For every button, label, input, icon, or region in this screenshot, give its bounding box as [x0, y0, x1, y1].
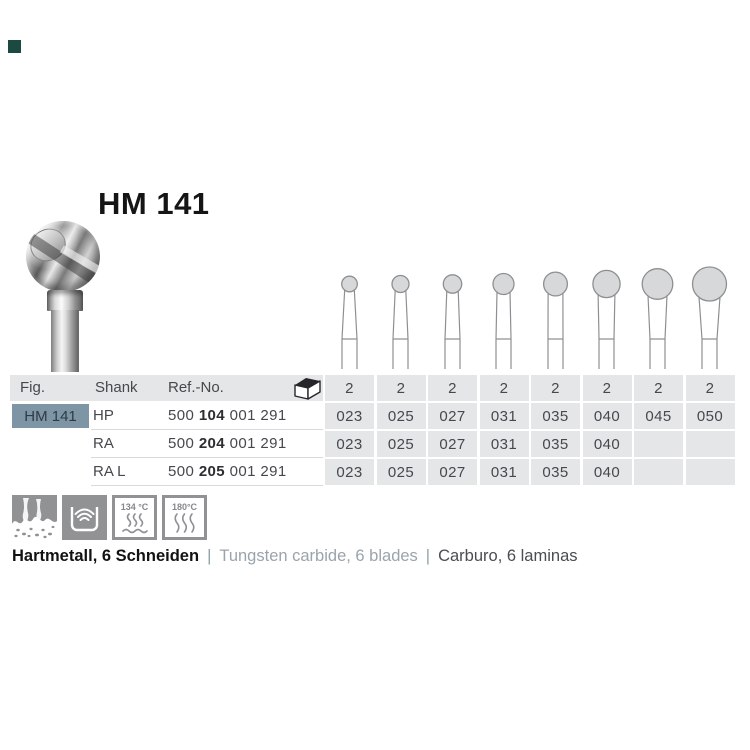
- page-color-tab: [8, 40, 21, 53]
- bur-pictogram: [478, 250, 529, 370]
- size-cell: 025: [377, 403, 426, 429]
- thermo-disinfection-icon: [62, 495, 107, 540]
- row-divider: [91, 485, 323, 486]
- product-title: HM 141: [98, 186, 210, 221]
- size-cell: 040: [583, 403, 632, 429]
- caption-english: Tungsten carbide, 6 blades: [219, 547, 418, 565]
- ref-number: 500 205 001 291: [168, 463, 287, 480]
- size-cell: [686, 431, 735, 457]
- shank-label: RA L: [93, 463, 126, 480]
- size-cell: 027: [428, 403, 477, 429]
- shank-label: RA: [93, 435, 114, 452]
- qty-cell: 2: [583, 375, 632, 401]
- caption-separator: |: [425, 547, 431, 565]
- bur-head-photo: [26, 221, 100, 292]
- qty-cell: 2: [325, 375, 374, 401]
- col-header-fig: Fig.: [20, 379, 46, 396]
- caption-separator: |: [207, 547, 212, 565]
- sterilization-temp-label: 134 °C: [120, 502, 149, 512]
- caption-spanish: Carburo, 6 laminas: [438, 547, 578, 565]
- col-header-ref: Ref.-No.: [168, 379, 224, 396]
- qty-cell: 2: [634, 375, 683, 401]
- size-cell: 023: [325, 403, 374, 429]
- size-cell: 045: [634, 403, 683, 429]
- steam-sterilization-icon: [112, 495, 157, 540]
- bone-usage-icon: [12, 495, 57, 540]
- qty-cell: 2: [480, 375, 529, 401]
- size-cell: 023: [325, 459, 374, 485]
- size-cell: [634, 459, 683, 485]
- row-divider: [91, 457, 323, 458]
- size-cell: 035: [531, 403, 580, 429]
- size-cell: [634, 431, 683, 457]
- qty-cell: 2: [531, 375, 580, 401]
- size-cell: 023: [325, 431, 374, 457]
- ref-number: 500 104 001 291: [168, 407, 287, 424]
- table-header-band: [10, 375, 323, 401]
- size-cell: 050: [686, 403, 735, 429]
- size-cell: 040: [583, 431, 632, 457]
- bur-pictogram: [684, 250, 735, 370]
- bur-pictogram: [324, 250, 375, 370]
- size-cell: [686, 459, 735, 485]
- bur-pictogram: [530, 250, 581, 370]
- bur-shank-photo: [51, 310, 79, 372]
- size-cell: 031: [480, 431, 529, 457]
- size-cell: 031: [480, 459, 529, 485]
- size-cell: 027: [428, 431, 477, 457]
- caption-german: Hartmetall, 6 Schneiden: [12, 547, 200, 565]
- qty-cell: 2: [428, 375, 477, 401]
- bur-collar-photo: [47, 290, 83, 311]
- size-cell: 027: [428, 459, 477, 485]
- size-cell: 025: [377, 459, 426, 485]
- ref-number: 500 204 001 291: [168, 435, 287, 452]
- qty-cell: 2: [377, 375, 426, 401]
- bur-pictogram: [581, 250, 632, 370]
- size-cell: 031: [480, 403, 529, 429]
- shank-label: HP: [93, 407, 114, 424]
- bur-pictogram: [427, 250, 478, 370]
- size-cell: 025: [377, 431, 426, 457]
- sterilization-temp-label: 180°C: [171, 502, 198, 512]
- bur-pictogram: [375, 250, 426, 370]
- bur-pictogram: [632, 250, 683, 370]
- size-cell: 035: [531, 459, 580, 485]
- qty-cell: 2: [686, 375, 735, 401]
- dry-heat-sterilization-icon: [162, 495, 207, 540]
- col-header-shank: Shank: [95, 379, 138, 396]
- row-divider: [91, 429, 323, 430]
- size-cell: 035: [531, 431, 580, 457]
- size-cell: 040: [583, 459, 632, 485]
- material-caption: [12, 547, 578, 566]
- fig-label-highlight: HM 141: [12, 404, 89, 428]
- package-box-icon: [291, 375, 323, 401]
